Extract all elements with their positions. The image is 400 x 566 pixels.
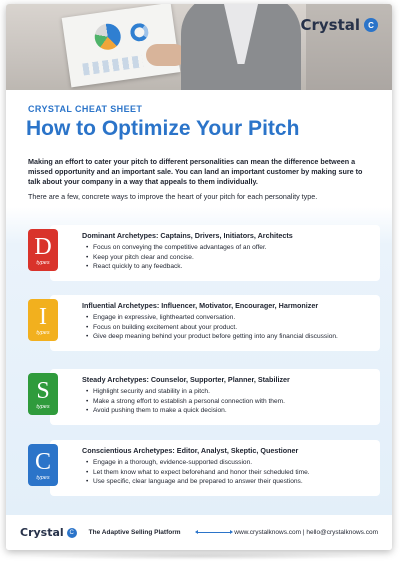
hero-photo [6, 4, 392, 100]
footer-tagline: The Adaptive Selling Platform [88, 529, 181, 536]
list-item: • Avoid pushing them to make a quick decision. [86, 406, 376, 416]
list-item: • Engage in a thorough, evidence-supported discussion. [86, 458, 376, 468]
bar-chart-illustration [82, 55, 143, 75]
double-arrow-icon [197, 532, 231, 533]
section-influential [28, 295, 374, 351]
list-item: • Highlight security and stability in a pitch. [86, 387, 376, 397]
footer-logo-mark-icon: C [67, 528, 77, 538]
badge-sub: types [36, 329, 50, 336]
list-item: • Let them know what to expect beforehand and honor their scheduled time. [86, 468, 376, 478]
list-item: • Make a strong effort to establish a personal connection with them. [86, 397, 376, 407]
badge-letter: C [34, 448, 51, 475]
list-item: • React quickly to any feedback. [86, 262, 376, 272]
section-conscientious [28, 440, 374, 496]
badge-letter: I [39, 303, 47, 330]
badge-letter: S [36, 377, 50, 404]
list-item: • Focus on conveying the competitive advantages of an offer. [86, 243, 376, 253]
section-heading: Conscientious Archetypes: Editor, Analyst, Skeptic, Questioner [82, 446, 299, 455]
donut-chart-illustration [129, 22, 149, 42]
list-item: • Give deep meaning behind your product before getting into any financial discussion. [86, 332, 376, 342]
badge-c-icon [28, 444, 58, 486]
page-shadow [20, 552, 380, 560]
list-item: • Keep your pitch clear and concise. [86, 253, 376, 263]
list-item: • Use specific, clear language and be prepared to answer their questions. [86, 477, 376, 487]
eyebrow-label: CRYSTAL CHEAT SHEET [28, 104, 143, 114]
footer-contact: www.crystalknows.com | hello@crystalknows.com [234, 529, 378, 536]
intro-paragraph: Making an effort to cater your pitch to different personalities can mean the difference between a missed opportunity and an important sale. You can land an important customer by making sure to talk about your company in a way that appeals to them individually. [28, 157, 363, 186]
page-title: How to Optimize Your Pitch [26, 117, 300, 140]
bullet-list [86, 243, 376, 272]
badge-sub: types [36, 474, 50, 481]
section-steady [28, 369, 374, 425]
badge-sub: types [36, 403, 50, 410]
bullet-list [86, 387, 376, 416]
bullet-list [86, 313, 376, 342]
logo-text: Crystal [300, 16, 360, 34]
content-area [6, 90, 392, 515]
badge-s-icon [28, 373, 58, 415]
badge-d-icon [28, 229, 58, 271]
badge-i-icon [28, 299, 58, 341]
intro-subparagraph: There are a few, concrete ways to improve the heart of your pitch for each personality type. [28, 192, 318, 201]
badge-letter: D [34, 233, 52, 260]
hand-illustration [146, 44, 186, 66]
footer-logo-text: Crystal [20, 526, 64, 539]
brand-logo [300, 16, 378, 34]
badge-sub: types [36, 259, 50, 266]
footer-logo [20, 526, 77, 539]
list-item: • Focus on building excitement about your product. [86, 323, 376, 333]
logo-mark-icon: C [364, 18, 378, 32]
cheat-sheet-page [6, 4, 392, 550]
pie-chart-illustration [93, 22, 122, 51]
section-heading: Steady Archetypes: Counselor, Supporter, Planner, Stabilizer [82, 375, 290, 384]
section-heading: Dominant Archetypes: Captains, Drivers, Initiators, Architects [82, 231, 293, 240]
page-footer [6, 515, 392, 550]
section-heading: Influential Archetypes: Influencer, Motivator, Encourager, Harmonizer [82, 301, 319, 310]
list-item: • Engage in expressive, lighthearted conversation. [86, 313, 376, 323]
bullet-list [86, 458, 376, 487]
section-dominant [28, 225, 374, 281]
